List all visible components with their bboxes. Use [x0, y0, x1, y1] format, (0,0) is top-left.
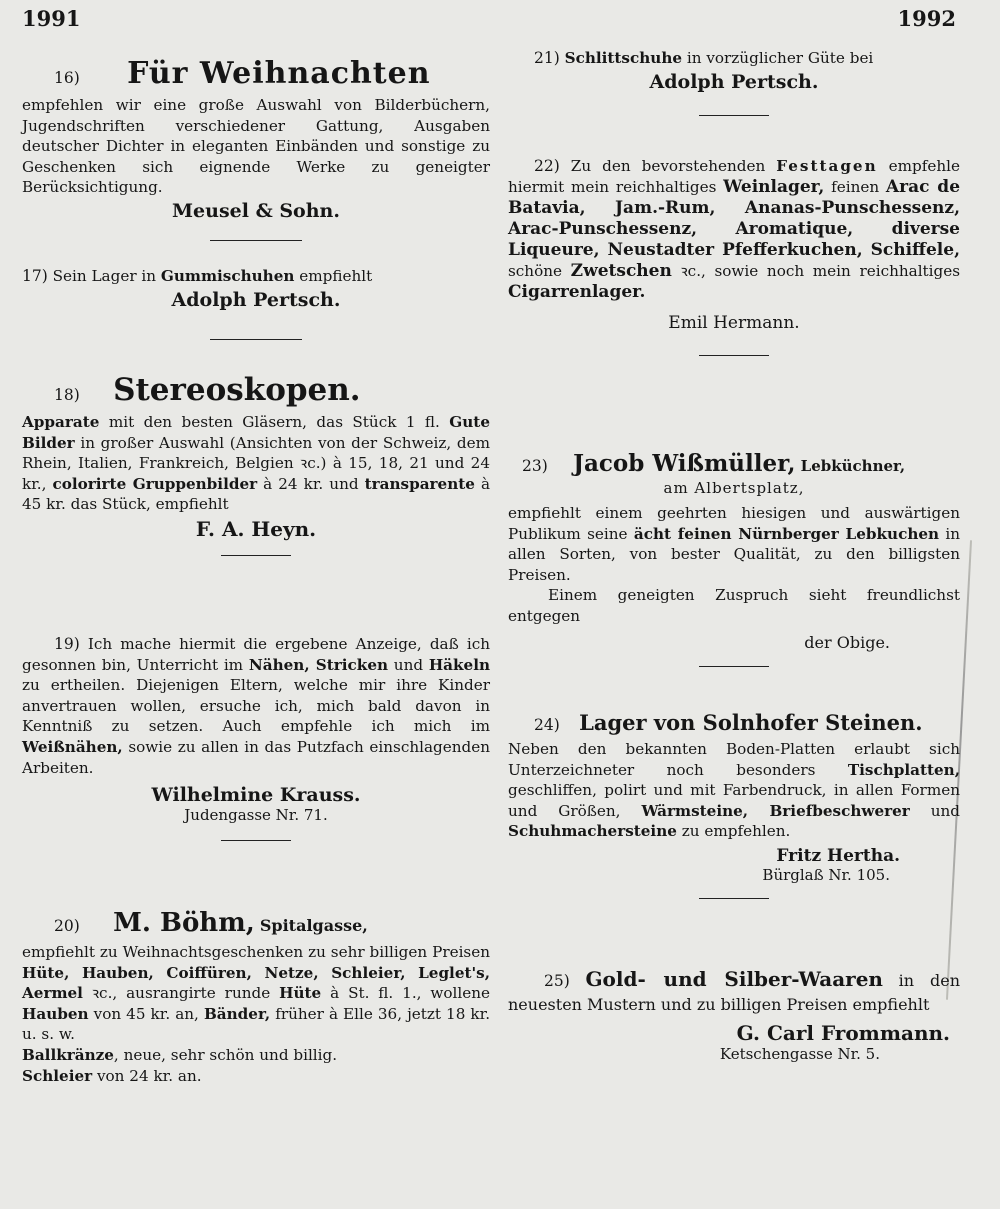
ad-text: in den neuesten Mustern und zu billigen Preisen empfiehlt — [508, 971, 961, 1014]
ad-bold-text: Tischplatten, — [847, 760, 961, 779]
ad-text: Zu den bevorstehenden — [570, 157, 766, 175]
ad-bold-text: ächt feinen Nürnberger Lebkuchen — [633, 524, 940, 543]
ad-bold-text: Arac de Batavia, Jam.-Rum, Ananas-Punschessenz, Arac-Punschessenz, Aromatique, diverse Liqueure, Neustadter Pfefferkuchen, Schiffele, — [508, 177, 961, 260]
ad-signature: F. A. Heyn. — [195, 516, 317, 541]
ad-text: mit den besten Gläsern, das Stück 1 fl. — [108, 413, 440, 431]
ad-bold-text: Gummischuhen — [160, 267, 295, 285]
ad-number: 18) — [54, 386, 80, 404]
ad-20 — [22, 908, 490, 1086]
ad-text: sowie zu allen in das Putzfach einschlagenden Arbeiten. — [22, 737, 491, 777]
ad-bold-text: transparente — [364, 474, 475, 493]
ad-bold-text: Häkeln — [428, 655, 491, 674]
ad-number: 19) — [54, 635, 80, 653]
ad-text: von 24 kr. an. — [96, 1066, 202, 1085]
ad-bold-text: Hüte, Hauben, Coiffüren, Netze, Schleier, Leglet's, Aermel — [22, 963, 490, 1003]
ad-text: Sein Lager in — [52, 267, 157, 285]
ad-heading: Stereoskopen. — [113, 372, 361, 408]
ad-text: früher à Elle 36, jetzt 18 kr. u. s. w. — [22, 1004, 491, 1044]
ad-heading: Für Weihnachten — [127, 56, 431, 91]
ad-text: empfehle hiermit mein reichhaltiges — [508, 157, 961, 196]
ad-text: von 45 kr. an, — [93, 1004, 199, 1023]
ad-17 — [22, 266, 490, 340]
ad-18 — [22, 372, 490, 556]
separator — [699, 666, 769, 667]
ad-text: Ich mache hiermit die ergebene Anzeige, daß ich gesonnen bin, Unterricht im — [22, 635, 490, 674]
ad-heading-suffix: Lebküchner, — [800, 457, 906, 475]
ad-bold-text: Weinlager, — [723, 177, 825, 197]
ad-number: 20) — [54, 917, 80, 935]
ad-text: feinen — [831, 178, 880, 196]
ad-bold-text: Schlittschuhe — [564, 49, 683, 67]
ad-bold-text: colorirte Gruppenbilder — [52, 474, 258, 493]
ad-body: empfehlen wir eine große Auswahl von Bilderbüchern, Jugendschriften verschiedener Gattung, Ausgaben deutscher Dichter in eleganten Einbänden und sonstige zu Geschenken sich eignende Werke zu geneigter Berücksichtigung. — [22, 96, 490, 197]
ad-bold-text: Gute Bilder — [22, 413, 490, 452]
ad-bold-text: Weißnähen, — [22, 737, 123, 756]
page-number-right: 1992 — [897, 6, 956, 31]
separator — [699, 898, 769, 899]
ad-heading: Jacob Wißmüller, — [573, 450, 796, 477]
ad-text: Neben den bekannten Boden-Platten erlaubt sich Unterzeichneter noch besonders — [508, 740, 960, 779]
separator — [210, 339, 302, 340]
ad-bold-text: Nähen, Stricken — [248, 655, 389, 674]
separator — [221, 840, 291, 841]
ad-text: schöne — [508, 262, 562, 280]
separator — [699, 355, 769, 356]
ad-signature: der Obige. — [804, 632, 890, 652]
ad-25 — [508, 968, 960, 1063]
separator — [210, 240, 302, 241]
ad-bold-text: Apparate — [22, 413, 100, 431]
ad-heading: M. Böhm, — [113, 908, 255, 938]
ad-text: à 45 kr. das Stück, empfiehlt — [22, 474, 491, 514]
ad-text: ꝛc., ausrangirte runde — [91, 984, 271, 1003]
ad-text: à St. fl. 1., wollene — [330, 984, 490, 1003]
ad-text: à 24 kr. und — [263, 474, 359, 493]
ad-address: am Albertsplatz, — [663, 479, 805, 497]
ad-closing: Einem geneigten Zuspruch sieht freundlichst entgegen — [508, 586, 960, 625]
ad-bold-text: Ballkränze — [22, 1045, 114, 1064]
ad-signature: Fritz Hertha. — [776, 845, 900, 866]
ad-text: zu ertheilen. Diejenigen Eltern, welche mir ihre Kinder anvertrauen wollen, ersuche ich, mich bald davon in Kenntniß zu setzen. Auch empfehle ich mich im — [22, 676, 490, 736]
ad-bold-text: Wärmsteine, Briefbeschwerer — [641, 801, 910, 820]
ad-bold-text: Schleier — [22, 1066, 93, 1085]
separator — [699, 115, 769, 116]
ad-signature: G. Carl Frommann. — [736, 1021, 950, 1045]
ad-heading: Lager von Solnhofer Steinen. — [579, 710, 923, 735]
ad-bold-text: Cigarrenlager. — [508, 282, 646, 302]
ad-bold-text: Bänder, — [203, 1004, 271, 1023]
ad-19 — [22, 634, 490, 841]
ad-text: empfiehlt — [299, 267, 373, 285]
ad-text: und — [930, 801, 961, 820]
ad-23 — [508, 450, 960, 667]
ad-text: geschliffen, polirt und mit Farbendruck, in allen Formen und Größen, — [508, 781, 960, 820]
ad-address: Judengasse Nr. 71. — [184, 806, 328, 825]
ad-heading: Gold- und Silber-Waaren — [585, 967, 883, 991]
ad-signature: Adolph Pertsch. — [649, 70, 819, 93]
page-number-left: 1991 — [22, 6, 81, 31]
separator — [221, 555, 291, 556]
ad-number: 23) — [522, 457, 548, 475]
ad-signature: Meusel & Sohn. — [172, 199, 340, 222]
ad-text: in großer Auswahl (Ansichten von der Schweiz, dem Rhein, Italien, Frankreich, Belgien ꝛc.) à 15, 18, 21 und 24 kr., — [22, 433, 490, 493]
ad-bold-text: Festtagen — [776, 157, 878, 175]
ad-number: 24) — [534, 716, 560, 734]
ad-bold-text: Schuhmachersteine — [508, 822, 677, 841]
ad-signature: Adolph Pertsch. — [171, 288, 341, 311]
ad-text: in allen Sorten, von bester Qualität, zu den billigsten Preisen. — [508, 524, 961, 584]
ad-text: , neue, sehr schön und billig. — [113, 1045, 338, 1064]
ad-bold-text: Hüte — [279, 984, 322, 1003]
ad-text: und — [393, 655, 424, 674]
ad-22 — [508, 156, 960, 356]
ad-number: 21) — [534, 49, 560, 67]
ad-address: Bürglaß Nr. 105. — [762, 865, 890, 884]
ad-address: Ketschengasse Nr. 5. — [719, 1045, 880, 1063]
ad-text: ꝛc., sowie noch mein reichhaltiges — [680, 262, 961, 280]
ad-heading-suffix: Spitalgasse, — [259, 916, 368, 935]
ad-text: empfiehlt zu Weihnachtsgeschenken zu sehr billigen Preisen — [22, 943, 490, 961]
ad-number: 25) — [544, 972, 570, 990]
ad-number: 17) — [22, 267, 48, 285]
ad-text: zu empfehlen. — [681, 822, 791, 841]
ad-number: 22) — [534, 157, 560, 175]
ad-text: in vorzüglicher Güte bei — [686, 49, 874, 67]
ad-bold-text: Zwetschen — [570, 261, 672, 281]
ad-number: 16) — [54, 69, 80, 87]
ad-16 — [22, 56, 490, 241]
ad-signature: Wilhelmine Krauss. — [151, 784, 361, 807]
ad-text: empfiehlt einem geehrten hiesigen und auswärtigen Publikum seine — [508, 504, 960, 543]
ad-bold-text: Hauben — [22, 1004, 89, 1023]
ad-21 — [508, 48, 960, 116]
ad-signature: Emil Hermann. — [668, 313, 800, 333]
ad-24 — [508, 710, 960, 899]
